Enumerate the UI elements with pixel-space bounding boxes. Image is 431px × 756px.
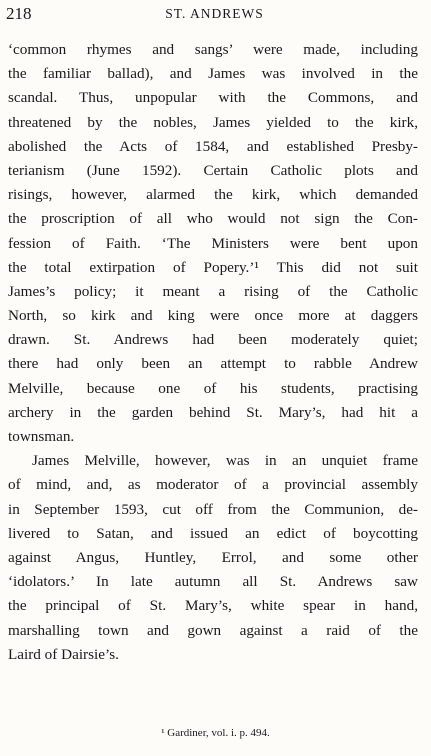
text-line: the familiar ballad), and James was involved in the — [8, 65, 418, 83]
text-line: marshalling town and gown against a raid of the — [8, 621, 418, 639]
text-line: livered to Satan, and issued an edict of boycotting — [8, 524, 418, 542]
footnote: ¹ Gardiner, vol. i. p. 494. — [161, 727, 270, 739]
text-line: fession of Faith. ‘The Ministers were bent upon — [8, 234, 418, 252]
body-text — [8, 38, 418, 667]
text-line: scandal. Thus, unpopular with the Commons, and — [8, 89, 418, 107]
text-line: Melville, because one of his students, practising — [8, 379, 418, 397]
page-number: 218 — [6, 4, 32, 23]
page-header — [6, 4, 423, 24]
text-line: ‘idolators.’ In late autumn all St. Andrews saw — [8, 573, 418, 591]
text-line: the proscription of all who would not sign the Con- — [8, 210, 418, 228]
text-line: James Melville, however, was in an unquiet frame — [32, 452, 418, 470]
paragraph-2 — [8, 449, 418, 667]
text-line: archery in the garden behind St. Mary’s, had hit a — [8, 403, 418, 421]
text-line: terianism (June 1592). Certain Catholic plots and — [8, 161, 418, 179]
text-line: North, so kirk and king were once more at daggers — [8, 307, 418, 325]
text-line: townsman. — [8, 428, 75, 445]
text-line: in September 1593, cut off from the Communion, de- — [8, 500, 418, 518]
text-line: drawn. St. Andrews had been moderately quiet; — [8, 331, 418, 349]
paragraph-1 — [8, 38, 418, 449]
text-line: the principal of St. Mary’s, white spear in hand, — [8, 597, 418, 615]
text-line: against Angus, Huntley, Errol, and some other — [8, 548, 418, 566]
text-line: threatened by the nobles, James yielded to the kirk, — [8, 113, 418, 131]
text-line: there had only been an attempt to rabble Andrew — [8, 355, 418, 373]
text-line: risings, however, alarmed the kirk, which demanded — [8, 186, 418, 204]
text-line: the total extirpation of Popery.’¹ This did not suit — [8, 258, 418, 276]
text-line: abolished the Acts of 1584, and established Presby- — [8, 137, 418, 155]
text-line: ‘common rhymes and sangs’ were made, including — [8, 41, 418, 58]
text-line: of mind, and, as moderator of a provincial assembly — [8, 476, 418, 494]
text-line: James’s policy; it meant a rising of the Catholic — [8, 282, 418, 300]
running-head: ST. ANDREWS — [165, 6, 264, 21]
text-line: Laird of Dairsie’s. — [8, 645, 119, 663]
